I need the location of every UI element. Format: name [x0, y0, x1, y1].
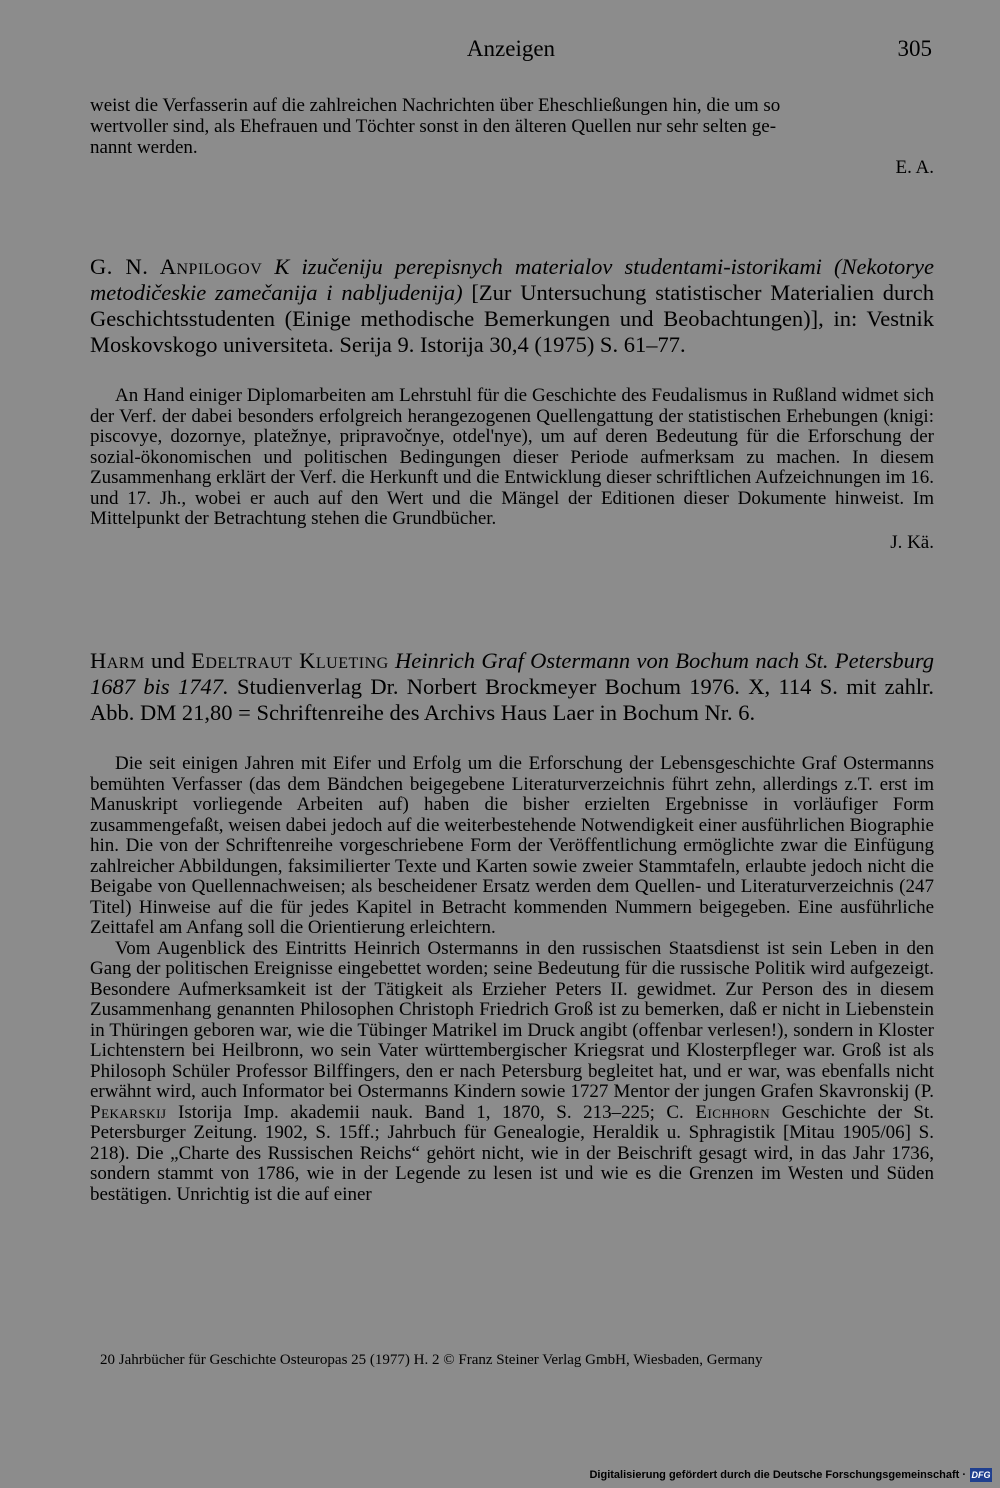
review-author: G. N. Anpilogov [90, 254, 263, 279]
review-author: Harm [90, 648, 145, 673]
cited-author: Eichhorn [695, 1101, 771, 1123]
running-title: Anzeigen [466, 36, 556, 61]
text-line: nannt werden. [90, 137, 198, 158]
body-paragraph [90, 939, 934, 1206]
review-citation: [Zur Untersuchung statistischer Materialien durch Geschichtsstudenten (Einige methodische Bemerkungen und Beobachtungen)], in: Vestnik Moskovskogo universiteta. Serija 9. Istorija 30,4 (1975) S. 61–77. [90, 280, 934, 357]
review-anpilogov [90, 254, 934, 554]
review-title: K izučeniju perepisnych materialov studentami-istorikami (Nekotorye metodičeskie zamečanija i nabljudenija) [90, 254, 935, 305]
review-heading [90, 254, 934, 358]
dfg-logo: DFG [971, 1470, 991, 1480]
text-run: Vom Augenblick des Eintritts Heinrich Ostermanns in den russischen Staatsdienst ist sein Leben in den Gang der politischen Ereignisse eingebettet worden; seine Bedeutung für die russische Politik wird aufgezeigt. Besondere Aufmerksamkeit ist der Tätigkeit als Erzieher Peters II. gewidmet. Zur Person des in diesem Zusammenhang genannten Philosophen Christoph Friedrich Groß ist zu bemerken, daß er nicht in Liebenstein in Thüringen geboren war, wie die Tübinger Matrikel im Druck angibt (offenbar verlesen!), sondern in Kloster Lichtenstern bei Heilbronn, wo sein Vater württembergischer Kriegsrat und Klosterpfleger war. Groß ist als Philosoph Schüler Professor Bilffingers, den er nach Petersburg begleitet hat, und er war, was ebenfalls nicht erwähnt wird, auch Informator bei Ostermanns Kindern sowie 1727 Mentor der jungen Grafen Skavronskij (P. [90, 937, 934, 1102]
review-citation: Studienverlag Dr. Norbert Brockmeyer Bochum 1976. X, 114 S. mit zahlr. Abb. DM 21,80 = Schriftenreihe des Archivs Haus Laer in Bochum Nr. 6. [90, 674, 935, 725]
text-run: Geschichte der St. Petersburger Zeitung. 1902, S. 15ff.; Jahrbuch für Genealogie, Heraldik u. Sphragistik [Mitau 1905/06] S. 218). Die „Charte des Russischen Reichs“ gehört nicht, wie in der Beischrift gesagt wird, in das Jahr 1736, sondern stammt von 1786, wie in der Legende zu lesen ist und wie es die Grenzen im Westen und Süden bestätigen. Unrichtig ist die auf einer [90, 1101, 935, 1205]
text-line: weist die Verfasserin auf die zahlreichen Nachrichten über Eheschließungen hin, die um so [90, 95, 781, 116]
previous-review-end [90, 95, 934, 179]
author-connector: und [151, 648, 185, 673]
review-title: Heinrich Graf Ostermann von Bochum nach St. Petersburg 1687 bis 1747. [90, 648, 935, 699]
review-body [90, 754, 934, 1205]
cited-author: Pekarskij [90, 1101, 167, 1123]
review-author: Edeltraut Klueting [191, 648, 389, 673]
credit-text: Digitalisierung gefördert durch die Deutsche Forschungsgemeinschaft · [589, 1469, 966, 1481]
page-footer: 20 Jahrbücher für Geschichte Osteuropas 25 (1977) H. 2 © Franz Steiner Verlag GmbH, Wiesbaden, Germany [100, 1352, 763, 1368]
digitization-credit [589, 1468, 992, 1482]
body-paragraph: An Hand einiger Diplomarbeiten am Lehrstuhl für die Geschichte des Feudalismus in Rußland widmet sich der Verf. der dabei besonders erfolgreich herangezogenen Quellengattung der statistischen Erhebungen (knigi: piscovye, dozornye, platežnye, pripravočnye, otdel'nye), um auf deren Bedeutung für die Erforschung der sozial-ökonomischen und politischen Bedingungen dieser Periode aufmerksam zu machen. In diesem Zusammenhang erklärt der Verf. die Herkunft und die Entwicklung dieser schriftlichen Aufzeichnungen im 16. und 17. Jh., wobei er auch auf den Wert und die Mängel der Editionen dieser Dokumente hinweist. Im Mittelpunkt der Betrachtung stehen die Grundbücher. [90, 385, 934, 529]
body-paragraph: Die seit einigen Jahren mit Eifer und Erfolg um die Erforschung der Lebensgeschichte Graf Ostermanns bemühten Verfasser (das dem Bändchen beigegebene Literaturverzeichnis führt zehn, allerdings z.T. erst im Manuskript vorliegende Arbeiten auf) haben die bisher erzielten Ergebnisse in vorläufiger Form zusammengefaßt, weisen dabei jedoch auf die weiterbestehende Notwendigkeit einer ausführlichen Biographie hin. Die von der Schriftenreihe vorgeschriebene Form der Veröffentlichung ermöglichte zwar die Einfügung zahlreicher Abbildungen, faksimilierter Texte und Karten sowie zweier Stammtafeln, erlaubte jedoch nicht die Beigabe von Quellennachweisen; als bescheidener Ersatz werden dem Quellen- und Literaturverzeichnis (247 Titel) Hinweise auf die für jedes Kapitel in Betracht kommenden Nummern beigegeben. Eine ausführliche Zeittafel am Anfang soll die Orientierung erleichtern. [90, 753, 934, 938]
page-number: 305 [897, 36, 932, 61]
review-heading [90, 648, 934, 726]
reviewer-initials: J. Kä. [890, 531, 934, 553]
running-head [90, 36, 932, 66]
review-klueting [90, 648, 934, 1205]
reviewer-initials: E. A. [895, 157, 934, 178]
text-line: wertvoller sind, als Ehefrauen und Töchter sonst in den älteren Quellen nur sehr selten ge- [90, 116, 777, 137]
review-body [90, 386, 934, 530]
text-run: Istorija Imp. akademii nauk. Band 1, 1870, S. 213–225; C. [178, 1101, 684, 1123]
